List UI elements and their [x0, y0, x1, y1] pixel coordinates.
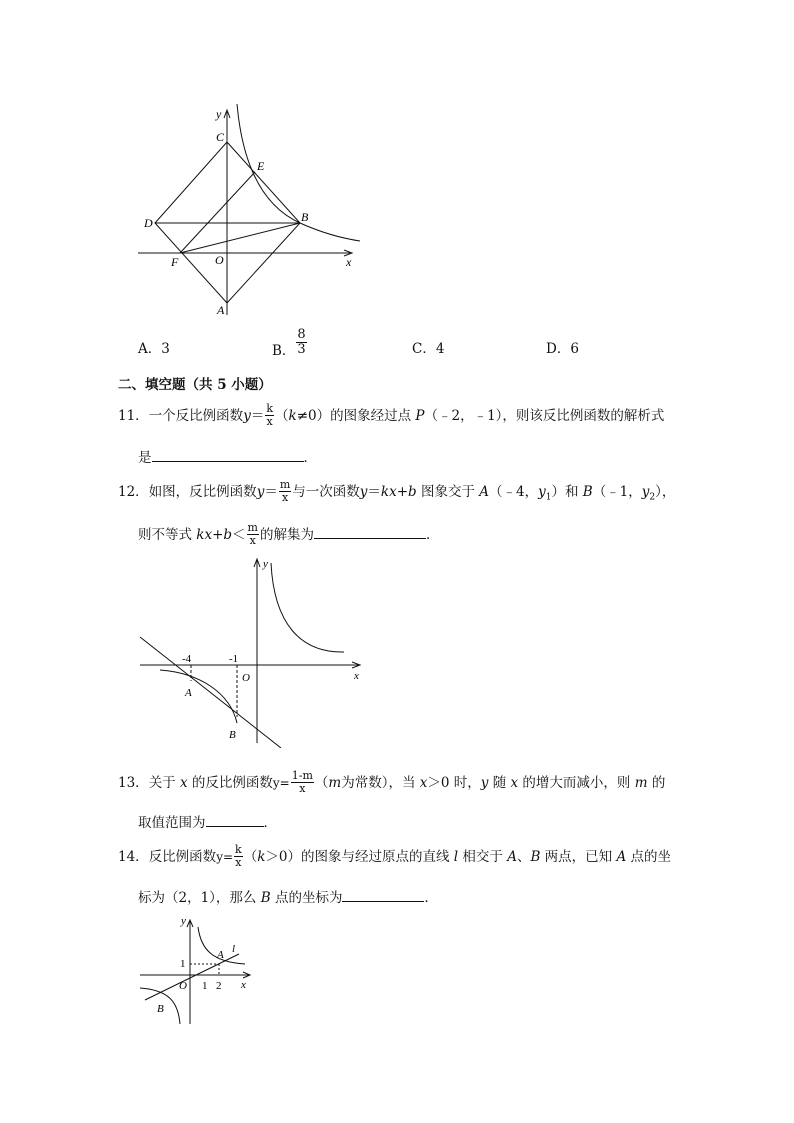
q11-var: k [288, 408, 297, 424]
q12-text: ＜ [232, 527, 246, 543]
q14-frac-num: k [235, 843, 242, 856]
q14-var: k [257, 849, 266, 865]
q13-text: 取值范围为 [138, 815, 206, 831]
q12-eq: ＝ [264, 484, 278, 500]
q14-text: 点的坐标为 [270, 890, 343, 906]
q13-frac-den: x [299, 782, 306, 795]
q13-text: 随 [488, 775, 511, 791]
q14-line1 [118, 845, 671, 870]
q14-text: （ [243, 849, 258, 865]
q11-frac-num: k [266, 402, 273, 415]
choice-b-numerator: 8 [297, 327, 306, 342]
q13-text: 关于 [148, 775, 180, 791]
q13-var: x [419, 775, 428, 791]
q12-frac-num: m [279, 478, 291, 491]
q13-frac-num: 1-m [291, 769, 313, 782]
q12-sub: 1 [545, 492, 552, 503]
q12-label-B: B [229, 729, 236, 741]
q14-fraction [234, 844, 243, 869]
q10-label-C: C [216, 130, 225, 144]
q12-text: ． [425, 527, 440, 543]
q13-var: m [634, 775, 648, 791]
q13-fraction [291, 770, 314, 795]
q12-hyperbola-left [160, 670, 237, 723]
q12-text: ＝ [367, 484, 381, 500]
q13-text: 为常数），当 [341, 775, 420, 791]
q14-label-1y: 1 [180, 958, 186, 970]
q12-text: 图象交于 [416, 484, 480, 500]
q14-frac-den: x [235, 856, 242, 869]
q13-text: ． [263, 815, 277, 831]
q12-text: 的解集为 [259, 527, 314, 543]
q12-text: ）和 [551, 484, 583, 500]
q11-var: y [243, 408, 251, 424]
q14-text: ＞0）的图象与经过原点的直线 [265, 849, 454, 865]
q14-line2 [138, 886, 438, 906]
q13-var: y [480, 775, 489, 791]
q12-text: 与一次函数 [292, 484, 360, 500]
q10-segment-FB [180, 223, 300, 253]
q12-text: ）， [655, 484, 676, 500]
q12-line2 [138, 523, 439, 548]
q14-text: 点的坐 [626, 849, 672, 865]
q14-label-B: B [157, 1003, 164, 1015]
q11-text: （﹣2，﹣1），则该反比例函数的解析式 [424, 408, 665, 424]
q12-text: 则不等式 [138, 527, 197, 543]
q12-figure [130, 553, 380, 748]
choice-b-fraction [296, 328, 306, 357]
q14-label-y: y [181, 915, 186, 927]
q12-answer-blank[interactable] [314, 525, 426, 539]
q12-line [140, 637, 281, 748]
q12-label-x: x [354, 670, 359, 682]
q12-text: 如图，反比例函数 [148, 484, 257, 500]
q13-text: ＞0 时， [427, 775, 481, 791]
q12-frac-num: m [247, 521, 258, 534]
q13-line2 [138, 811, 277, 831]
q14-label-x: x [241, 979, 246, 991]
choice-c[interactable]: C．4 [412, 341, 445, 357]
q12-label-minus1: -1 [229, 653, 239, 665]
q12-var: y [641, 484, 650, 500]
q10-label-B: B [301, 210, 309, 224]
q10-label-D: D [144, 216, 153, 230]
q12-fraction-2 [247, 522, 259, 547]
q14-label-O: O [179, 980, 187, 992]
q10-hyperbola [237, 104, 360, 241]
q12-label-A: A [185, 687, 192, 699]
q14-var: B [530, 849, 541, 865]
q14-number: 14． [118, 849, 149, 865]
choice-d[interactable]: D．6 [546, 341, 579, 357]
q12-var: y [359, 484, 368, 500]
q12-sub: 2 [649, 492, 656, 503]
q12-text: （﹣4， [489, 484, 539, 500]
q12-var: kx+b [380, 484, 417, 500]
q14-text: 反比例函数 [148, 849, 217, 865]
choice-b-denominator: 3 [297, 342, 306, 357]
q12-number: 12． [118, 484, 149, 500]
q14-label-1x: 1 [202, 980, 208, 992]
q12-var: kx+b [196, 527, 233, 543]
q12-frac-den: x [281, 491, 289, 504]
q14-yeq: y= [216, 850, 234, 864]
q14-text: 相交于 [458, 849, 508, 865]
q13-line1 [118, 771, 665, 796]
q11-eq: ＝ [250, 408, 265, 424]
q10-label-A: A [217, 303, 225, 317]
q14-var: B [260, 890, 271, 906]
q13-var: x [179, 775, 188, 791]
q12-fraction [279, 479, 291, 504]
q11-text: ． [303, 450, 317, 466]
q12-var: y [256, 484, 265, 500]
q10-label-y: y [216, 107, 222, 121]
q12-var: A [479, 484, 489, 500]
q10-segment-FE [180, 172, 255, 253]
q12-line1 [118, 480, 675, 505]
q12-label-minus4: -4 [182, 653, 192, 665]
q11-answer-blank[interactable] [152, 448, 304, 462]
q14-label-2x: 2 [216, 980, 222, 992]
choice-a[interactable]: A．3 [138, 341, 170, 357]
q13-var: x [510, 775, 519, 791]
q14-label-A: A [217, 949, 224, 961]
q12-var: y [538, 484, 546, 500]
q14-var: A [507, 849, 517, 865]
q12-label-y: y [263, 558, 268, 570]
q11-text: （ [275, 408, 289, 424]
q10-label-O: O [215, 253, 224, 267]
section-title: 二、填空题（共 5 小题） [118, 377, 272, 393]
q10-label-F: F [171, 255, 179, 269]
q14-label-l: l [232, 943, 236, 955]
q10-figure [120, 100, 370, 320]
q14-var: A [616, 849, 627, 865]
q14-var: l [453, 849, 459, 865]
q14-text: 、 [516, 849, 531, 865]
q14-text: 标为（2，1），那么 [138, 890, 261, 906]
q13-text: 的反比例函数 [187, 775, 273, 791]
q12-label-O: O [242, 672, 250, 684]
q14-text: 两点，已知 [540, 849, 617, 865]
q12-var: B [582, 484, 593, 500]
q13-number: 13． [118, 775, 149, 791]
q13-text: 的 [647, 775, 666, 791]
q14-text: ． [424, 890, 438, 906]
q11-fraction [265, 403, 274, 428]
choice-b[interactable] [272, 329, 308, 358]
q10-label-E: E [257, 159, 265, 173]
q13-text: 的增大而减小，则 [518, 775, 635, 791]
q14-figure [135, 912, 260, 1027]
q11-number: 11． [118, 408, 149, 424]
q13-text: （ [314, 775, 329, 791]
q11-text: ≠0）的图象经过点 [296, 408, 416, 424]
q12-text: （﹣1， [592, 484, 642, 500]
q10-label-x: x [346, 255, 352, 269]
q13-answer-blank[interactable] [206, 813, 264, 827]
choice-b-prefix: B． [272, 343, 296, 359]
q12-frac-den: x [249, 534, 256, 547]
q14-answer-blank[interactable] [342, 888, 424, 902]
q11-text: 是 [138, 450, 152, 466]
q11-var: P [415, 408, 425, 424]
q13-yeq: y= [272, 776, 290, 790]
q11-frac-den: x [266, 415, 273, 428]
q11-text: 一个反比例函数 [148, 408, 244, 424]
q11-line2 [138, 446, 317, 466]
q11-line1 [118, 404, 664, 429]
q12-hyperbola-right [271, 563, 344, 652]
q13-var: m [328, 775, 342, 791]
